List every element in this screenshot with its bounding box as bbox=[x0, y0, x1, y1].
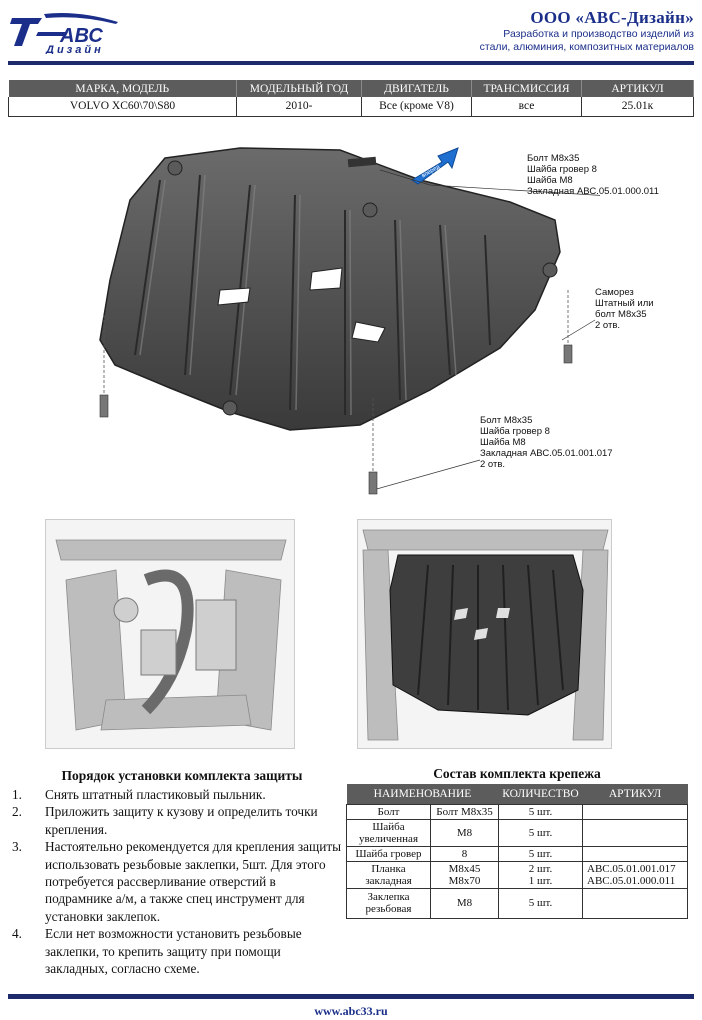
company-subtitle-2: стали, алюминия, композитных материалов bbox=[479, 41, 694, 53]
spec-header-engine: ДВИГАТЕЛЬ bbox=[362, 80, 472, 97]
callout-bottom-line: Болт М8х35 bbox=[480, 415, 533, 426]
kit-item-qty: 2 шт. 1 шт. bbox=[499, 861, 583, 888]
kit-item-article bbox=[583, 846, 688, 861]
spec-header-year: МОДЕЛЬНЫЙ ГОД bbox=[237, 80, 362, 97]
step-text: Снять штатный пластиковый пыльник. bbox=[45, 787, 266, 802]
installation-steps bbox=[12, 786, 342, 977]
kit-table bbox=[346, 784, 688, 919]
kit-item-article bbox=[583, 888, 688, 918]
installation-title: Порядок установки комплекта защиты bbox=[61, 768, 303, 783]
kit-item-article bbox=[583, 819, 688, 846]
callout-right-line: Штатный или bbox=[595, 298, 654, 309]
step-text: Если нет возможности установить резьбовые заклепки, то крепить защиту при помощи закладных, согласно схеме. bbox=[45, 926, 302, 977]
spec-header-row bbox=[9, 80, 694, 97]
callout-top-line: Шайба М8 bbox=[527, 175, 573, 186]
kit-item-name: Болт bbox=[347, 804, 431, 819]
kit-item-size: М8 bbox=[431, 888, 499, 918]
installation-step bbox=[12, 925, 342, 977]
kit-item-size: М8 bbox=[431, 819, 499, 846]
kit-item-name: Шайба гровер bbox=[347, 846, 431, 861]
installed-plate-photo bbox=[357, 519, 612, 749]
callout-bottom bbox=[480, 415, 613, 470]
kit-item-article: АВС.05.01.001.017 АВС.05.01.000.011 bbox=[583, 861, 688, 888]
kit-item-size: Болт М8х35 bbox=[431, 804, 499, 819]
company-name: ООО «АВС-Дизайн» bbox=[530, 8, 694, 27]
kit-header-row bbox=[347, 784, 688, 804]
forward-arrow-label: вперед bbox=[420, 164, 442, 180]
callout-top-line: Болт М8х35 bbox=[527, 153, 580, 164]
kit-item-name: Планка закладная bbox=[347, 861, 431, 888]
footer-divider bbox=[8, 994, 694, 999]
kit-item-qty: 5 шт. bbox=[499, 846, 583, 861]
kit-row bbox=[347, 888, 688, 918]
step-text: Приложить защиту к кузову и определить точки крепления. bbox=[45, 804, 318, 837]
step-number: 2. bbox=[12, 804, 22, 820]
callout-top bbox=[527, 153, 659, 197]
header-divider bbox=[8, 61, 694, 65]
callout-bottom-line: Шайба М8 bbox=[480, 437, 526, 448]
kit-title: Состав комплекта крепежа bbox=[433, 766, 601, 781]
kit-row bbox=[347, 804, 688, 819]
installation-step bbox=[12, 838, 342, 925]
callout-bottom-line: Закладная АВС.05.01.001.017 bbox=[480, 448, 613, 459]
kit-item-qty: 5 шт. bbox=[499, 819, 583, 846]
callout-bottom-line: Шайба гровер 8 bbox=[480, 426, 550, 437]
kit-item-size: М8х45 М8х70 bbox=[431, 861, 499, 888]
callout-top-line: Шайба гровер 8 bbox=[527, 164, 597, 175]
installation-step bbox=[12, 803, 342, 838]
kit-row bbox=[347, 846, 688, 861]
spec-article: 25.01к bbox=[582, 97, 694, 116]
kit-header-qty: КОЛИЧЕСТВО bbox=[499, 784, 583, 804]
installation-step bbox=[12, 786, 342, 803]
kit-item-article bbox=[583, 804, 688, 819]
kit-header-article: АРТИКУЛ bbox=[583, 784, 688, 804]
kit-item-qty: 5 шт. bbox=[499, 804, 583, 819]
forward-arrow-icon bbox=[412, 148, 458, 184]
callout-bottom-line: 2 отв. bbox=[480, 459, 506, 470]
spec-transmission: все bbox=[472, 97, 582, 116]
spec-header-article: АРТИКУЛ bbox=[582, 80, 694, 97]
step-number: 3. bbox=[12, 839, 22, 855]
engine-bay-photo bbox=[45, 519, 295, 749]
spec-row bbox=[9, 97, 694, 116]
installation-section bbox=[12, 768, 342, 977]
kit-item-qty: 5 шт. bbox=[499, 888, 583, 918]
company-block bbox=[480, 8, 694, 54]
kit-item-name: Шайба увеличенная bbox=[347, 819, 431, 846]
callout-right-line: Саморез bbox=[595, 287, 634, 298]
step-number: 1. bbox=[12, 787, 22, 802]
callout-top-line: Закладная АВС.05.01.000.011 bbox=[527, 186, 659, 197]
website-link[interactable]: www.abc33.ru bbox=[314, 1004, 388, 1018]
company-logo bbox=[8, 8, 138, 54]
company-subtitle-1: Разработка и производство изделий из bbox=[503, 28, 694, 40]
kit-item-size: 8 bbox=[431, 846, 499, 861]
step-number: 4. bbox=[12, 926, 22, 942]
step-text: Настоятельно рекомендуется для крепления защиты использовать резьбовые заклепки, 5шт. Для этого потребуется рассверливание отверстий в подрамнике а/м, а также спец инструмент для установки заклепок. bbox=[45, 839, 342, 924]
spec-engine: Все (кроме V8) bbox=[362, 97, 472, 116]
kit-item-name: Заклепка резьбовая bbox=[347, 888, 431, 918]
kit-row bbox=[347, 819, 688, 846]
spec-header-transmission: ТРАНСМИССИЯ bbox=[472, 80, 582, 97]
kit-row bbox=[347, 861, 688, 888]
logo-text: АВС bbox=[60, 25, 103, 47]
spec-table bbox=[8, 80, 694, 117]
spec-model: VOLVO XC60\70\S80 bbox=[9, 97, 237, 116]
callout-right-line: 2 отв. bbox=[595, 320, 621, 331]
spec-year: 2010- bbox=[237, 97, 362, 116]
callout-right-line: болт М8х35 bbox=[595, 309, 647, 320]
kit-header-name: НАИМЕНОВАНИЕ bbox=[347, 784, 499, 804]
logo-sub: Дизайн bbox=[46, 44, 104, 54]
spec-header-model: МАРКА, МОДЕЛЬ bbox=[9, 80, 237, 97]
callout-right bbox=[595, 287, 654, 331]
